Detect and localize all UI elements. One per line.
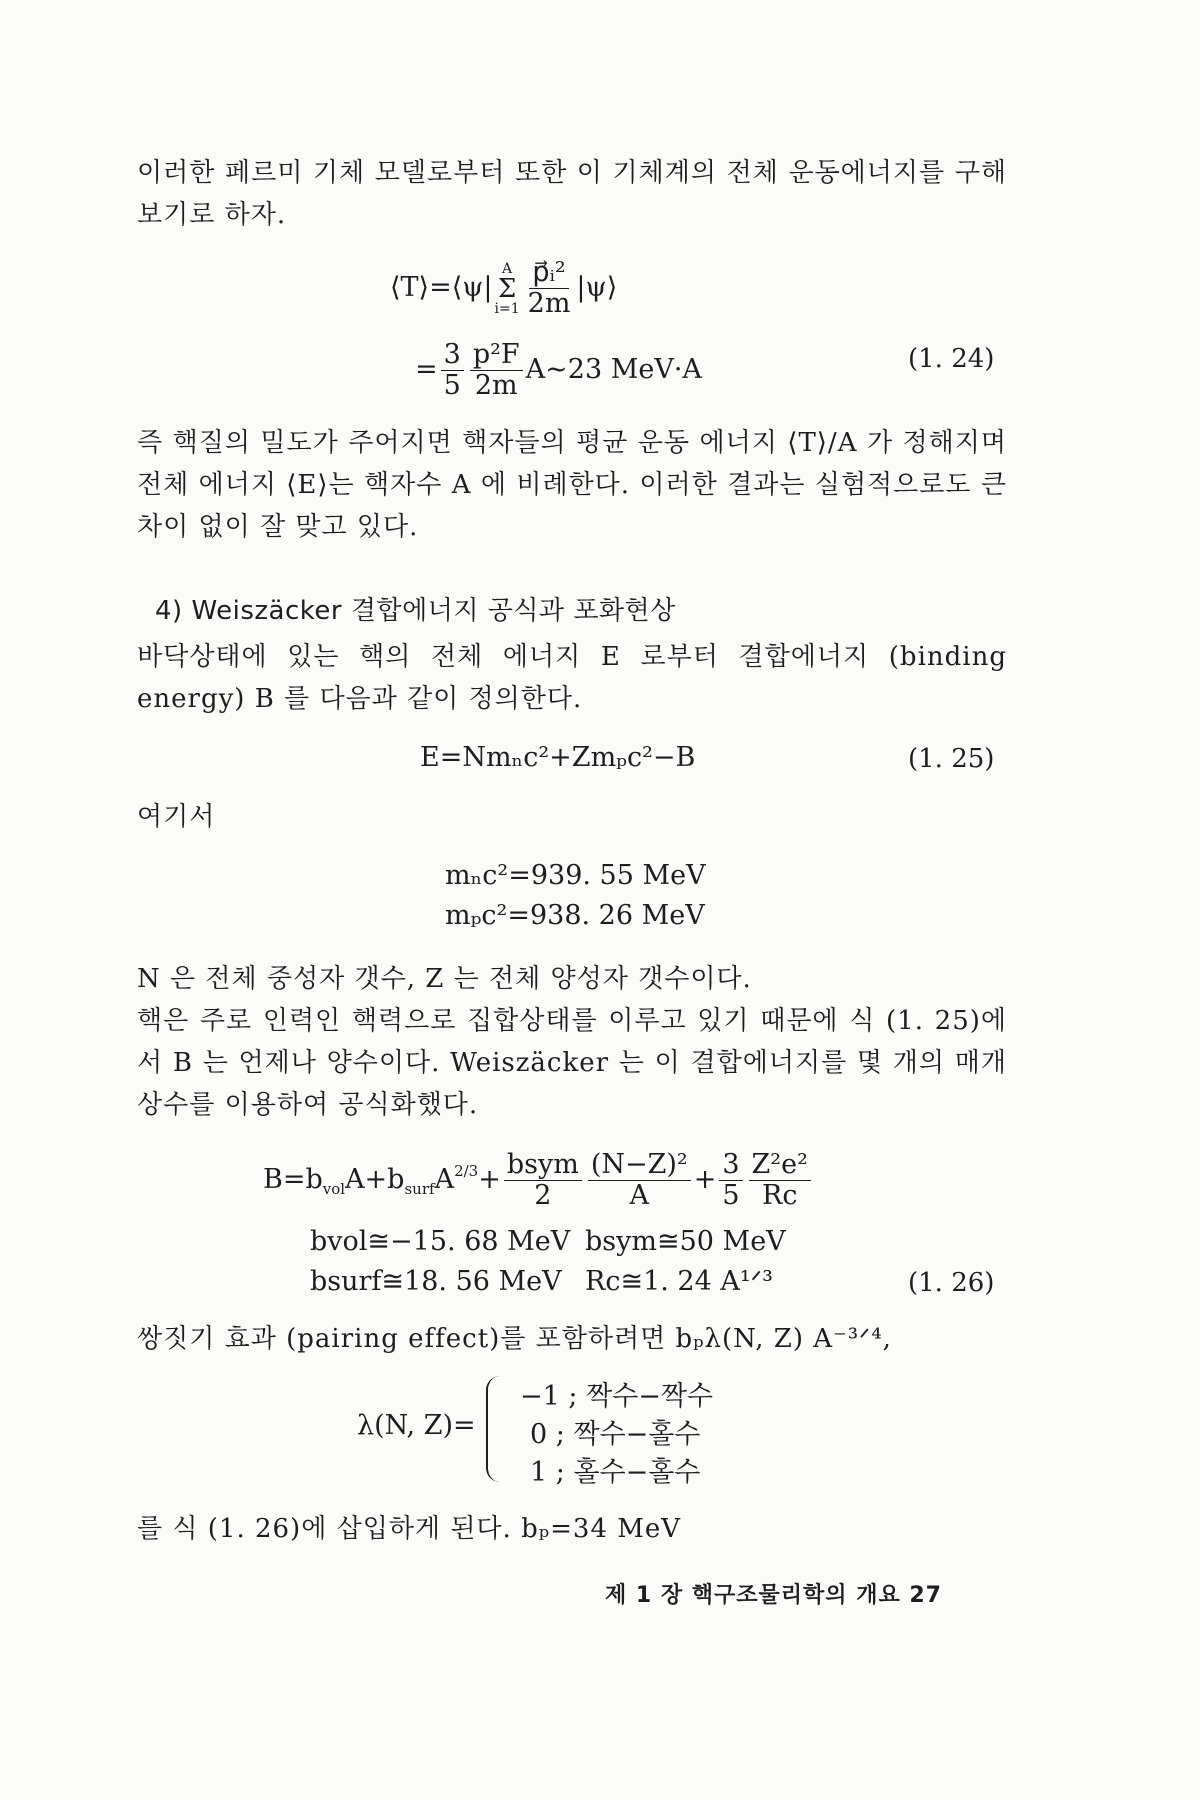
three-fifths-fraction: $\frac{3}{5}$: [441, 340, 464, 401]
neutron-mass: mₙc²=939. 55 MeV: [445, 860, 706, 891]
paragraph-binding-energy: 바닥상태에 있는 핵의 전체 에너지 E 로부터 결합에너지 (binding energy) B 를 다음과 같이 정의한다.: [137, 642, 1007, 714]
case-odd-odd: 1 ; 홀수−홀수: [530, 1457, 701, 1488]
equation-number-1-26: (1. 26): [908, 1268, 995, 1298]
paragraph-kinetic-energy: 즉 핵질의 밀도가 주어지면 핵자들의 평균 운동 에너지 ⟨T⟩/A 가 정해지며 전체 에너지 ⟨E⟩는 핵자수 A 에 비례한다. 이러한 결과는 실험적으로도 큰 차이 없이 잘 맞고 있다.: [137, 428, 1007, 542]
bsym-fraction: $\frac{\text{bsym}}{2}$: [504, 1150, 582, 1211]
rc-value: Rc≅1. 24 A¹ᐟ³: [585, 1266, 773, 1297]
paragraph-insert: 를 식 (1. 26)에 삽입하게 된다. bₚ=34 MeV: [137, 1514, 682, 1544]
lambda-lhs: λ(N, Z)=: [357, 1410, 476, 1441]
equation-number-1-25: (1. 25): [908, 744, 995, 774]
case-even-even: −1 ; 짝수−짝수: [520, 1381, 714, 1412]
paragraph-where: 여기서: [137, 802, 216, 832]
eq-lhs: ⟨T⟩=⟨ψ|: [390, 272, 493, 303]
paragraph-pairing: 쌍짓기 효과 (pairing effect)를 포함하려면 bₚλ(N, Z) A⁻³ᐟ⁴,: [137, 1324, 892, 1354]
paragraph-n-z: N 은 전체 중성자 갯수, Z 는 전체 양성자 갯수이다.: [137, 964, 752, 994]
bvol-value: bvol≅−15. 68 MeV: [310, 1226, 571, 1257]
case-even-odd: 0 ; 짝수−홀수: [530, 1419, 701, 1450]
coulomb-coefficient-fraction: $\frac{3}{5}$: [719, 1150, 742, 1211]
momentum-fraction: $\frac{\text{p⃗ᵢ²}}{2m}$: [527, 257, 571, 319]
paragraph-weiszacker: 핵은 주로 인력인 핵력으로 집합상태를 이루고 있기 때문에 식 (1. 25)에서 B 는 언제나 양수이다. Weiszäcker 는 이 결합에너지를 몇 개의 매개상수를 이용하여 공식화했다.: [137, 1006, 1007, 1120]
cases-brace: [486, 1376, 504, 1482]
proton-mass: mₚc²=938. 26 MeV: [445, 900, 705, 931]
bsym-value: bsym≅50 MeV: [585, 1226, 786, 1257]
sum-symbol: A Σ i=1: [494, 260, 520, 317]
equation-1-25: E=Nmₙc²+Zmₚc²−B: [420, 742, 696, 773]
page-footer: 제 1 장 핵구조물리학의 개요 27: [605, 1583, 942, 1608]
bsurf-value: bsurf≅18. 56 MeV: [310, 1266, 562, 1297]
equation-1-24-line1: [390, 258, 617, 319]
coulomb-fraction: $\frac{\text{Z²e²}}{Rc}$: [749, 1150, 811, 1211]
equation-1-24-line2: = $\frac{3}{5}$ $\frac{\text{p²F}}{2m}$ A∼23 MeV·A: [415, 339, 702, 401]
paragraph-intro: 이러한 페르미 기체 모델로부터 또한 이 기체계의 전체 운동에너지를 구해 보기로 하자.: [137, 158, 1007, 230]
asymmetry-fraction: $\frac{\text{(N−Z)²}}{A}$: [588, 1150, 691, 1211]
fermi-momentum-fraction: $\frac{\text{p²F}}{2m}$: [470, 340, 523, 401]
section-heading: 4) Weiszäcker 결합에너지 공식과 포화현상: [155, 596, 676, 626]
equation-number-1-24: (1. 24): [908, 344, 995, 374]
equation-1-26: $B=b_{vol}A+b_{surf}A^{2/3}+$ $\frac{\text{bsym}}{2}$ $\frac{\text{(N−Z)²}}{A}$ + $\frac{3}{5}$ $\frac{\text{Z²e²}}{Rc}$: [263, 1150, 814, 1211]
eq-rhs: |ψ⟩: [576, 272, 618, 303]
